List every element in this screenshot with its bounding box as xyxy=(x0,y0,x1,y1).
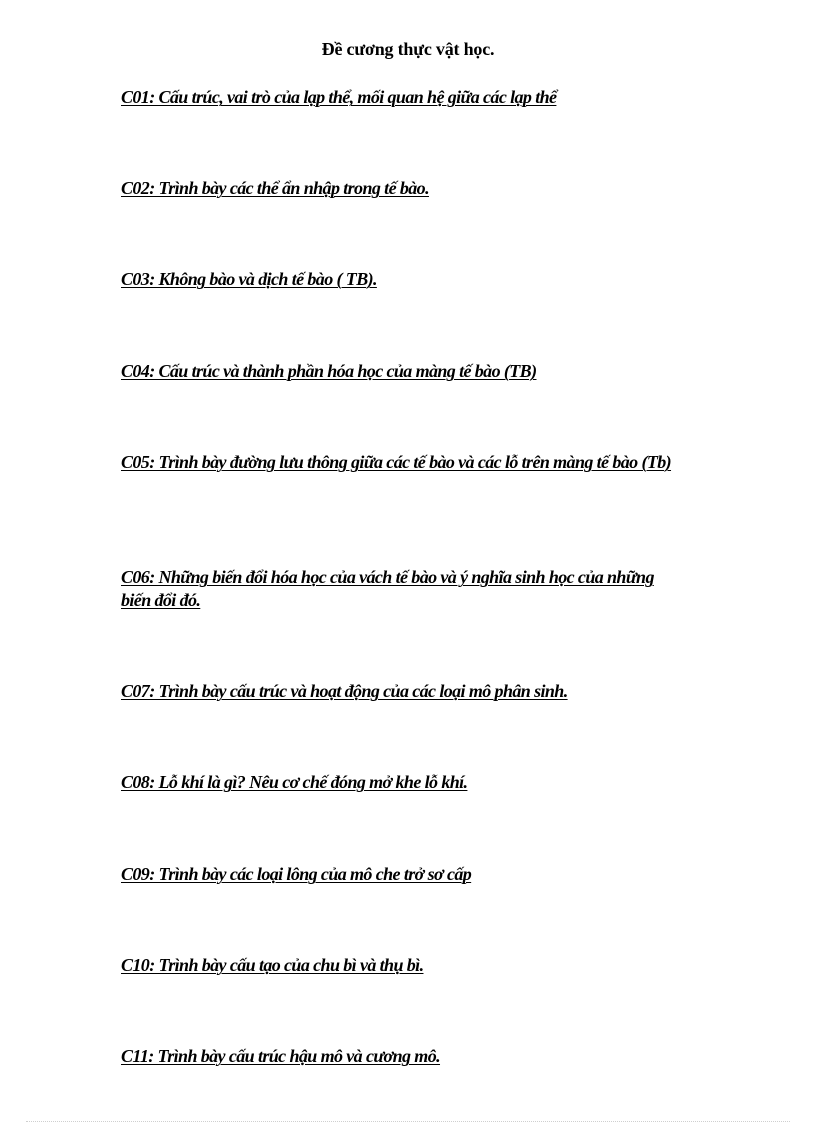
question-c10: C10: Trình bày cấu tạo của chu bì và thụ bì. xyxy=(121,955,424,975)
question-c04: C04: Cấu trúc và thành phần hóa học của màng tế bào (TB) xyxy=(121,361,537,381)
question-c02: C02: Trình bày các thể ẩn nhập trong tế bào. xyxy=(121,178,429,198)
question-c09: C09: Trình bày các loại lông của mô che trở sơ cấp xyxy=(121,864,472,884)
question-c11: C11: Trình bày cấu trúc hậu mô và cương mô. xyxy=(121,1046,441,1066)
question-c08: C08: Lỗ khí là gì? Nêu cơ chế đóng mở khe lỗ khí. xyxy=(121,772,468,792)
question-c07: C07: Trình bày cấu trúc và hoạt động của các loại mô phân sinh. xyxy=(121,681,568,701)
question-c05: C05: Trình bày đường lưu thông giữa các tế bào và các lỗ trên màng tế bào (Tb) xyxy=(121,452,672,472)
page-bottom-divider xyxy=(26,1121,790,1122)
question-c06: C06: Những biến đổi hóa học của vách tế bào và ý nghĩa sinh học của những biến đổi đó. xyxy=(121,567,654,610)
question-c01: C01: Cấu trúc, vai trò của lạp thể, mối quan hệ giữa các lạp thể xyxy=(121,87,557,107)
document-title: Đề cương thực vật học. xyxy=(321,39,495,59)
question-c03: C03: Không bào và dịch tế bào ( TB). xyxy=(121,269,377,289)
